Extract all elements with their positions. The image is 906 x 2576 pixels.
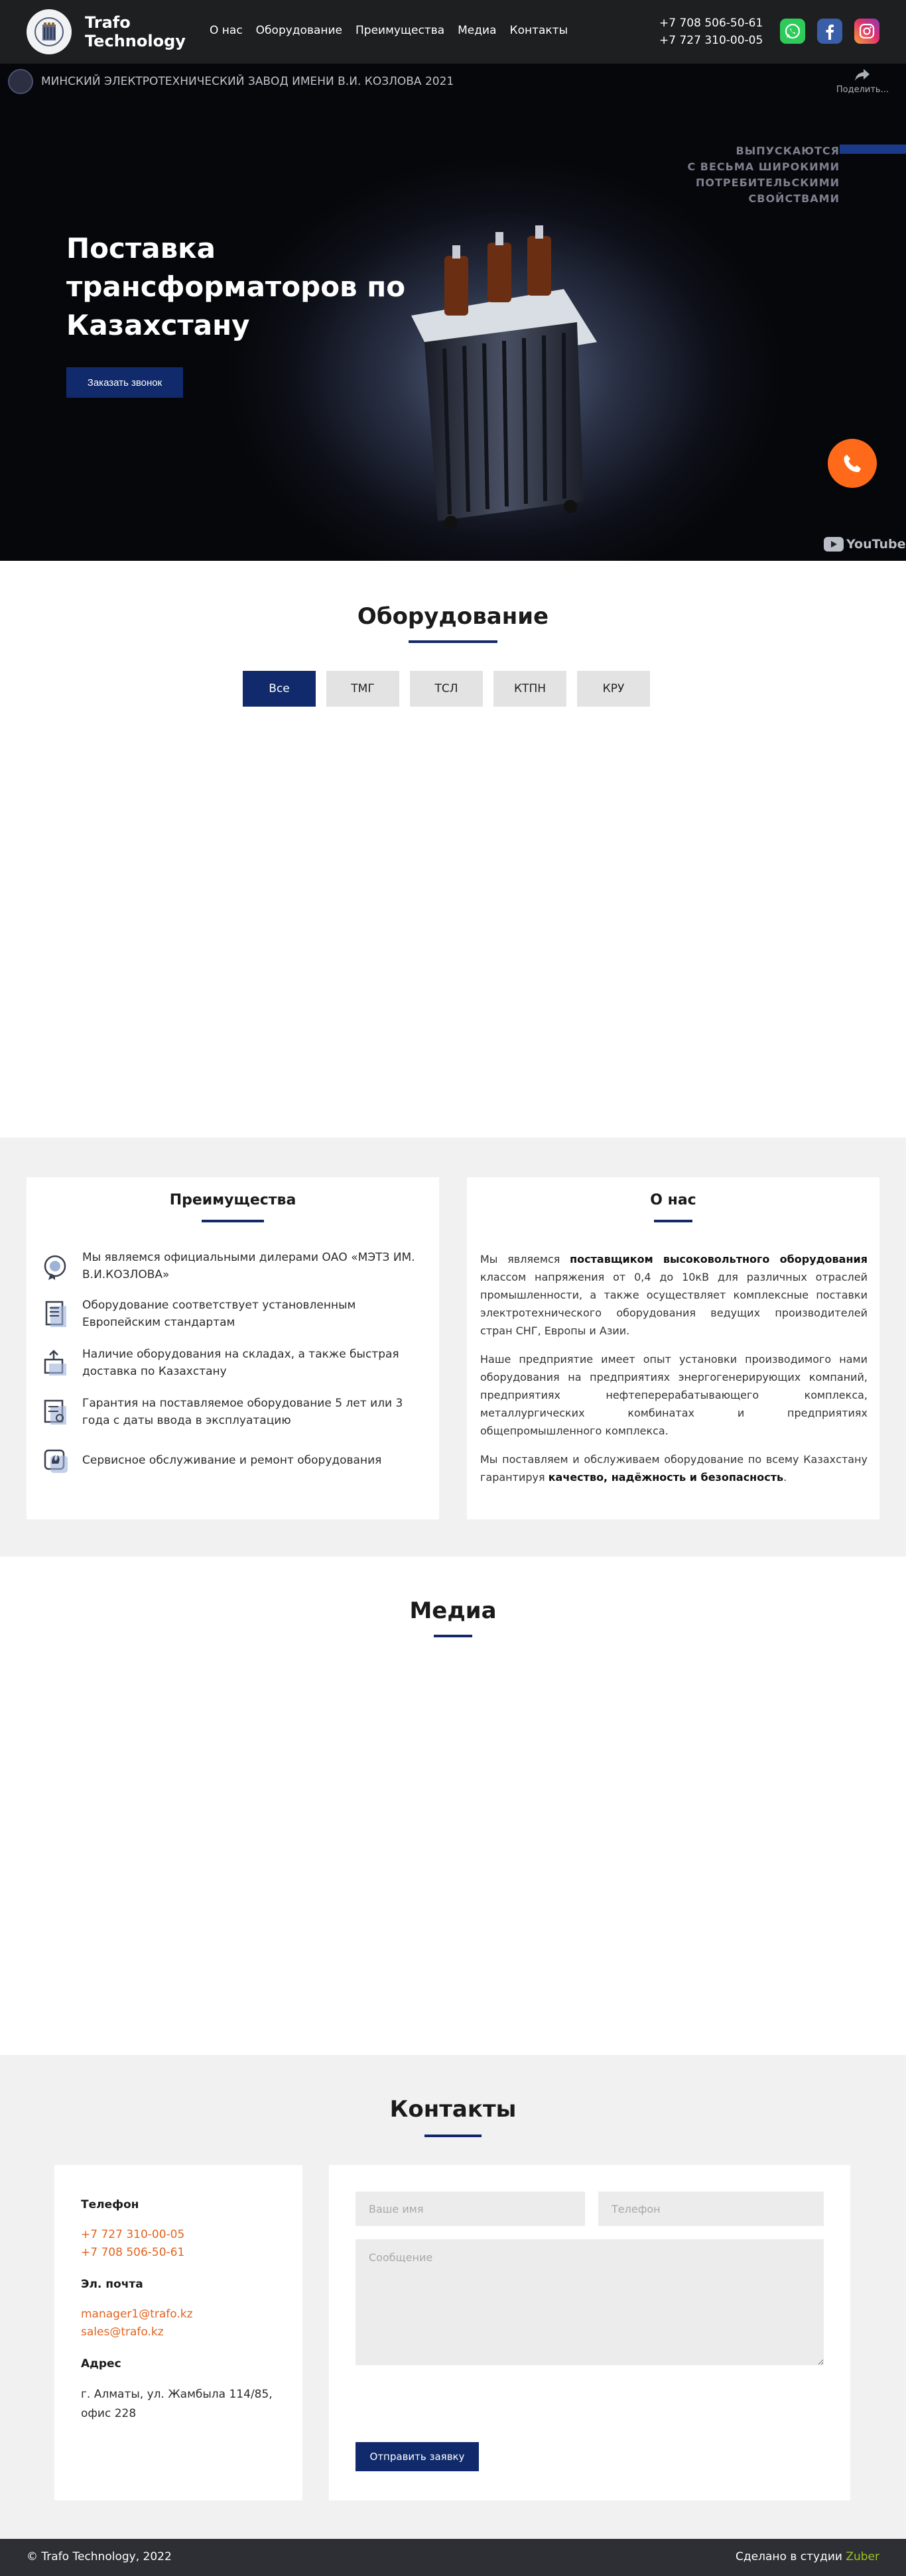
about-p1-bold: поставщиком высоковольтного оборудования bbox=[570, 1253, 868, 1265]
advantage-item bbox=[40, 1346, 424, 1380]
corner-line-1: ВЫПУСКАЮТСЯ bbox=[736, 145, 840, 157]
site-header bbox=[0, 0, 906, 64]
dealer-certificate-icon bbox=[40, 1251, 70, 1281]
nav-media[interactable]: Медиа bbox=[458, 24, 497, 37]
channel-avatar[interactable] bbox=[8, 69, 33, 94]
share-button[interactable] bbox=[836, 68, 889, 95]
about-paragraph-3 bbox=[480, 1450, 868, 1486]
advantages-title-underline bbox=[202, 1220, 264, 1222]
about-paragraph-2: Наше предприятие имеет опыт установки производимого нами оборудования на предприятиях энергогенерирующих компаний, предприятиях нефтеперерабатывающего комплекса, металлургических комбинатах и предприятиях общепромышленного комплекса. bbox=[480, 1353, 868, 1437]
warranty-document-icon bbox=[40, 1397, 70, 1427]
studio-link[interactable]: Zuber bbox=[846, 2550, 879, 2563]
warehouse-box-icon bbox=[40, 1348, 70, 1378]
document-standards-icon bbox=[40, 1299, 70, 1329]
phone-label: Телефон bbox=[81, 2198, 139, 2211]
contact-phone-1[interactable]: +7 727 310-00-05 bbox=[81, 2228, 185, 2241]
header-phone-2[interactable]: +7 727 310-00-05 bbox=[659, 34, 763, 47]
phone-input[interactable] bbox=[598, 2192, 824, 2226]
phone-call-button[interactable] bbox=[828, 439, 877, 488]
logo[interactable] bbox=[27, 9, 186, 54]
advantage-item bbox=[40, 1395, 424, 1429]
youtube-label: YouTube bbox=[846, 537, 906, 552]
advantage-item bbox=[40, 1297, 424, 1331]
media-title-underline bbox=[434, 1635, 472, 1637]
header-phones bbox=[659, 15, 763, 49]
made-by bbox=[736, 2550, 879, 2563]
about-paragraph-1 bbox=[480, 1250, 868, 1340]
advantage-item bbox=[40, 1445, 424, 1476]
tab-tmg[interactable]: ТМГ bbox=[326, 671, 399, 707]
advantage-item bbox=[40, 1249, 424, 1283]
contact-phone-2[interactable]: +7 708 506-50-61 bbox=[81, 2246, 185, 2259]
site-footer bbox=[0, 2539, 906, 2576]
tab-all[interactable]: Все bbox=[243, 671, 316, 707]
about-p1-start: Мы являемся bbox=[480, 1253, 570, 1265]
advantages-about-section bbox=[0, 1138, 906, 1556]
youtube-logo[interactable] bbox=[824, 537, 905, 552]
video-corner-bar bbox=[840, 145, 906, 154]
contacts-title-underline bbox=[424, 2135, 482, 2137]
advantage-text: Мы являемся официальными дилерами ОАО «МЭТЗ ИМ. В.И.КОЗЛОВА» bbox=[82, 1251, 415, 1281]
video-title-bar bbox=[8, 69, 454, 94]
advantages-card bbox=[27, 1177, 439, 1519]
facebook-icon[interactable] bbox=[817, 19, 842, 44]
video-title[interactable]: МИНСКИЙ ЭЛЕКТРОТЕХНИЧЕСКИЙ ЗАВОД ИМЕНИ В.И. КОЗЛОВА 2021 bbox=[41, 75, 454, 88]
main-nav bbox=[210, 24, 581, 37]
contact-email-1[interactable]: manager1@trafo.kz bbox=[81, 2308, 193, 2321]
whatsapp-icon[interactable] bbox=[780, 19, 805, 44]
video-corner-text bbox=[687, 143, 840, 207]
advantage-text: Сервисное обслуживание и ремонт оборудования bbox=[82, 1454, 382, 1467]
contact-info-card bbox=[54, 2165, 302, 2500]
social-links bbox=[780, 19, 891, 44]
corner-line-2: С ВЕСЬМА ШИРОКИМИ bbox=[687, 160, 840, 173]
about-text bbox=[480, 1250, 868, 1497]
tab-kru[interactable]: КРУ bbox=[577, 671, 650, 707]
media-title: Медиа bbox=[409, 1598, 497, 1624]
contact-form bbox=[329, 2165, 850, 2500]
submit-request-button[interactable]: Отправить заявку bbox=[356, 2442, 479, 2471]
about-title-underline bbox=[654, 1220, 692, 1222]
about-p3-end: . bbox=[783, 1471, 787, 1484]
corner-line-4: СВОЙСТВАМИ bbox=[748, 192, 840, 205]
about-title: О нас bbox=[650, 1192, 696, 1208]
service-repair-icon bbox=[40, 1445, 70, 1476]
address-label: Адрес bbox=[81, 2357, 121, 2371]
logo-line-1: Trafo bbox=[85, 13, 131, 32]
nav-contacts[interactable]: Контакты bbox=[509, 24, 568, 37]
order-call-button[interactable]: Заказать звонок bbox=[66, 367, 183, 398]
phone-icon bbox=[841, 452, 864, 475]
about-p3-bold: качество, надёжность и безопасность bbox=[548, 1471, 784, 1484]
tab-ktpn[interactable]: КТПН bbox=[493, 671, 566, 707]
youtube-icon bbox=[824, 537, 844, 552]
hero-title: Поставка трансформаторов по Казахстану bbox=[66, 232, 406, 341]
contact-email-2[interactable]: sales@trafo.kz bbox=[81, 2325, 164, 2339]
email-label: Эл. почта bbox=[81, 2278, 143, 2291]
equipment-tabs bbox=[243, 671, 661, 707]
copyright: © Trafo Technology, 2022 bbox=[27, 2550, 172, 2563]
nav-equipment[interactable]: Оборудование bbox=[255, 24, 343, 37]
hero-video[interactable] bbox=[0, 64, 906, 561]
about-p3-start: Мы поставляем и обслуживаем оборудование по всему Казахстану гарантируя bbox=[480, 1453, 868, 1484]
advantage-text: Оборудование соответствует установленным Европейским стандартам bbox=[82, 1299, 356, 1329]
tab-tsl[interactable]: ТСЛ bbox=[410, 671, 483, 707]
equipment-title: Оборудование bbox=[357, 603, 549, 630]
instagram-icon[interactable] bbox=[854, 19, 879, 44]
advantage-text: Наличие оборудования на складах, а также быстрая доставка по Казахстану bbox=[82, 1348, 399, 1378]
logo-text bbox=[85, 13, 186, 50]
contacts-title: Контакты bbox=[389, 2096, 517, 2123]
message-textarea[interactable] bbox=[356, 2239, 824, 2365]
corner-line-3: ПОТРЕБИТЕЛЬСКИМИ bbox=[696, 176, 840, 189]
equipment-title-underline bbox=[409, 640, 497, 643]
advantages-title: Преимущества bbox=[169, 1192, 296, 1208]
made-by-prefix: Сделано в студии bbox=[736, 2550, 846, 2563]
nav-about[interactable]: О нас bbox=[210, 24, 243, 37]
nav-advantages[interactable]: Преимущества bbox=[356, 24, 445, 37]
advantage-text: Гарантия на поставляемое оборудование 5 лет или 3 года с даты ввода в эксплуатацию bbox=[82, 1397, 403, 1427]
header-phone-1[interactable]: +7 708 506-50-61 bbox=[659, 17, 763, 30]
about-p1-end: классом напряжения от 0,4 до 10кВ для различных отраслей промышленности, а также осуществляет комплексные поставки электротехнического оборудования ведущих производителей стран СНГ, Европы и Азии. bbox=[480, 1271, 868, 1337]
contact-address: г. Алматы, ул. Жамбыла 114/85, офис 228 bbox=[81, 2388, 273, 2420]
logo-line-2: Technology bbox=[85, 32, 186, 50]
about-card bbox=[467, 1177, 879, 1519]
name-input[interactable] bbox=[356, 2192, 585, 2226]
share-label: Поделить... bbox=[836, 85, 889, 95]
logo-emblem-icon bbox=[27, 9, 72, 54]
share-icon bbox=[854, 68, 871, 82]
